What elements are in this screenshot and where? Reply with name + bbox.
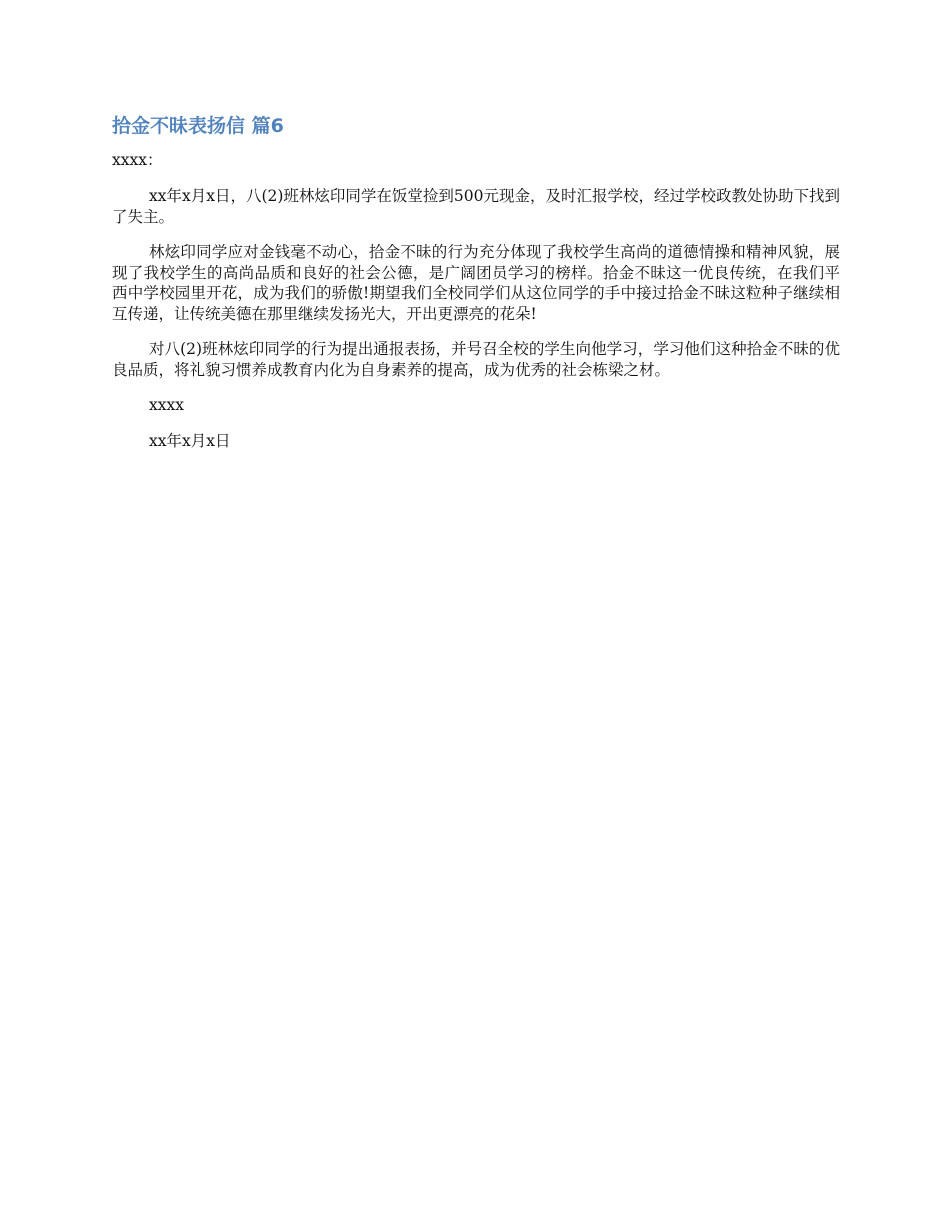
salutation: xxxx： xyxy=(112,151,163,169)
document-page xyxy=(112,112,840,467)
paragraph-2: 林炫印同学应对金钱毫不动心，拾金不昧的行为充分体现了我校学生高尚的道德情操和精神风貌，展现了我校学生的高尚品质和良好的社会公德，是广阔团员学习的榜样。拾金不昧这一优良传统，在我们平西中学校园里开花，成为我们的骄傲!期望我们全校同学们从这位同学的手中接过拾金不昧这粒种子继续相互传递，让传统美德在那里继续发扬光大，开出更漂亮的花朵! xyxy=(112,243,840,323)
document-title: 拾金不昧表扬信 篇6 xyxy=(112,115,284,137)
signature-date: xx年x月x日 xyxy=(149,432,231,450)
paragraph-1: xx年x月x日，八(2)班林炫印同学在饭堂捡到500元现金，及时汇报学校，经过学校政教处协助下找到了失主。 xyxy=(112,187,841,226)
signature: xxxx xyxy=(149,396,184,414)
paragraph-3: 对八(2)班林炫印同学的行为提出通报表扬，并号召全校的学生向他学习，学习他们这种拾金不昧的优良品质，将礼貌习惯养成教育内化为自身素养的提高，成为优秀的社会栋梁之材。 xyxy=(112,340,840,379)
